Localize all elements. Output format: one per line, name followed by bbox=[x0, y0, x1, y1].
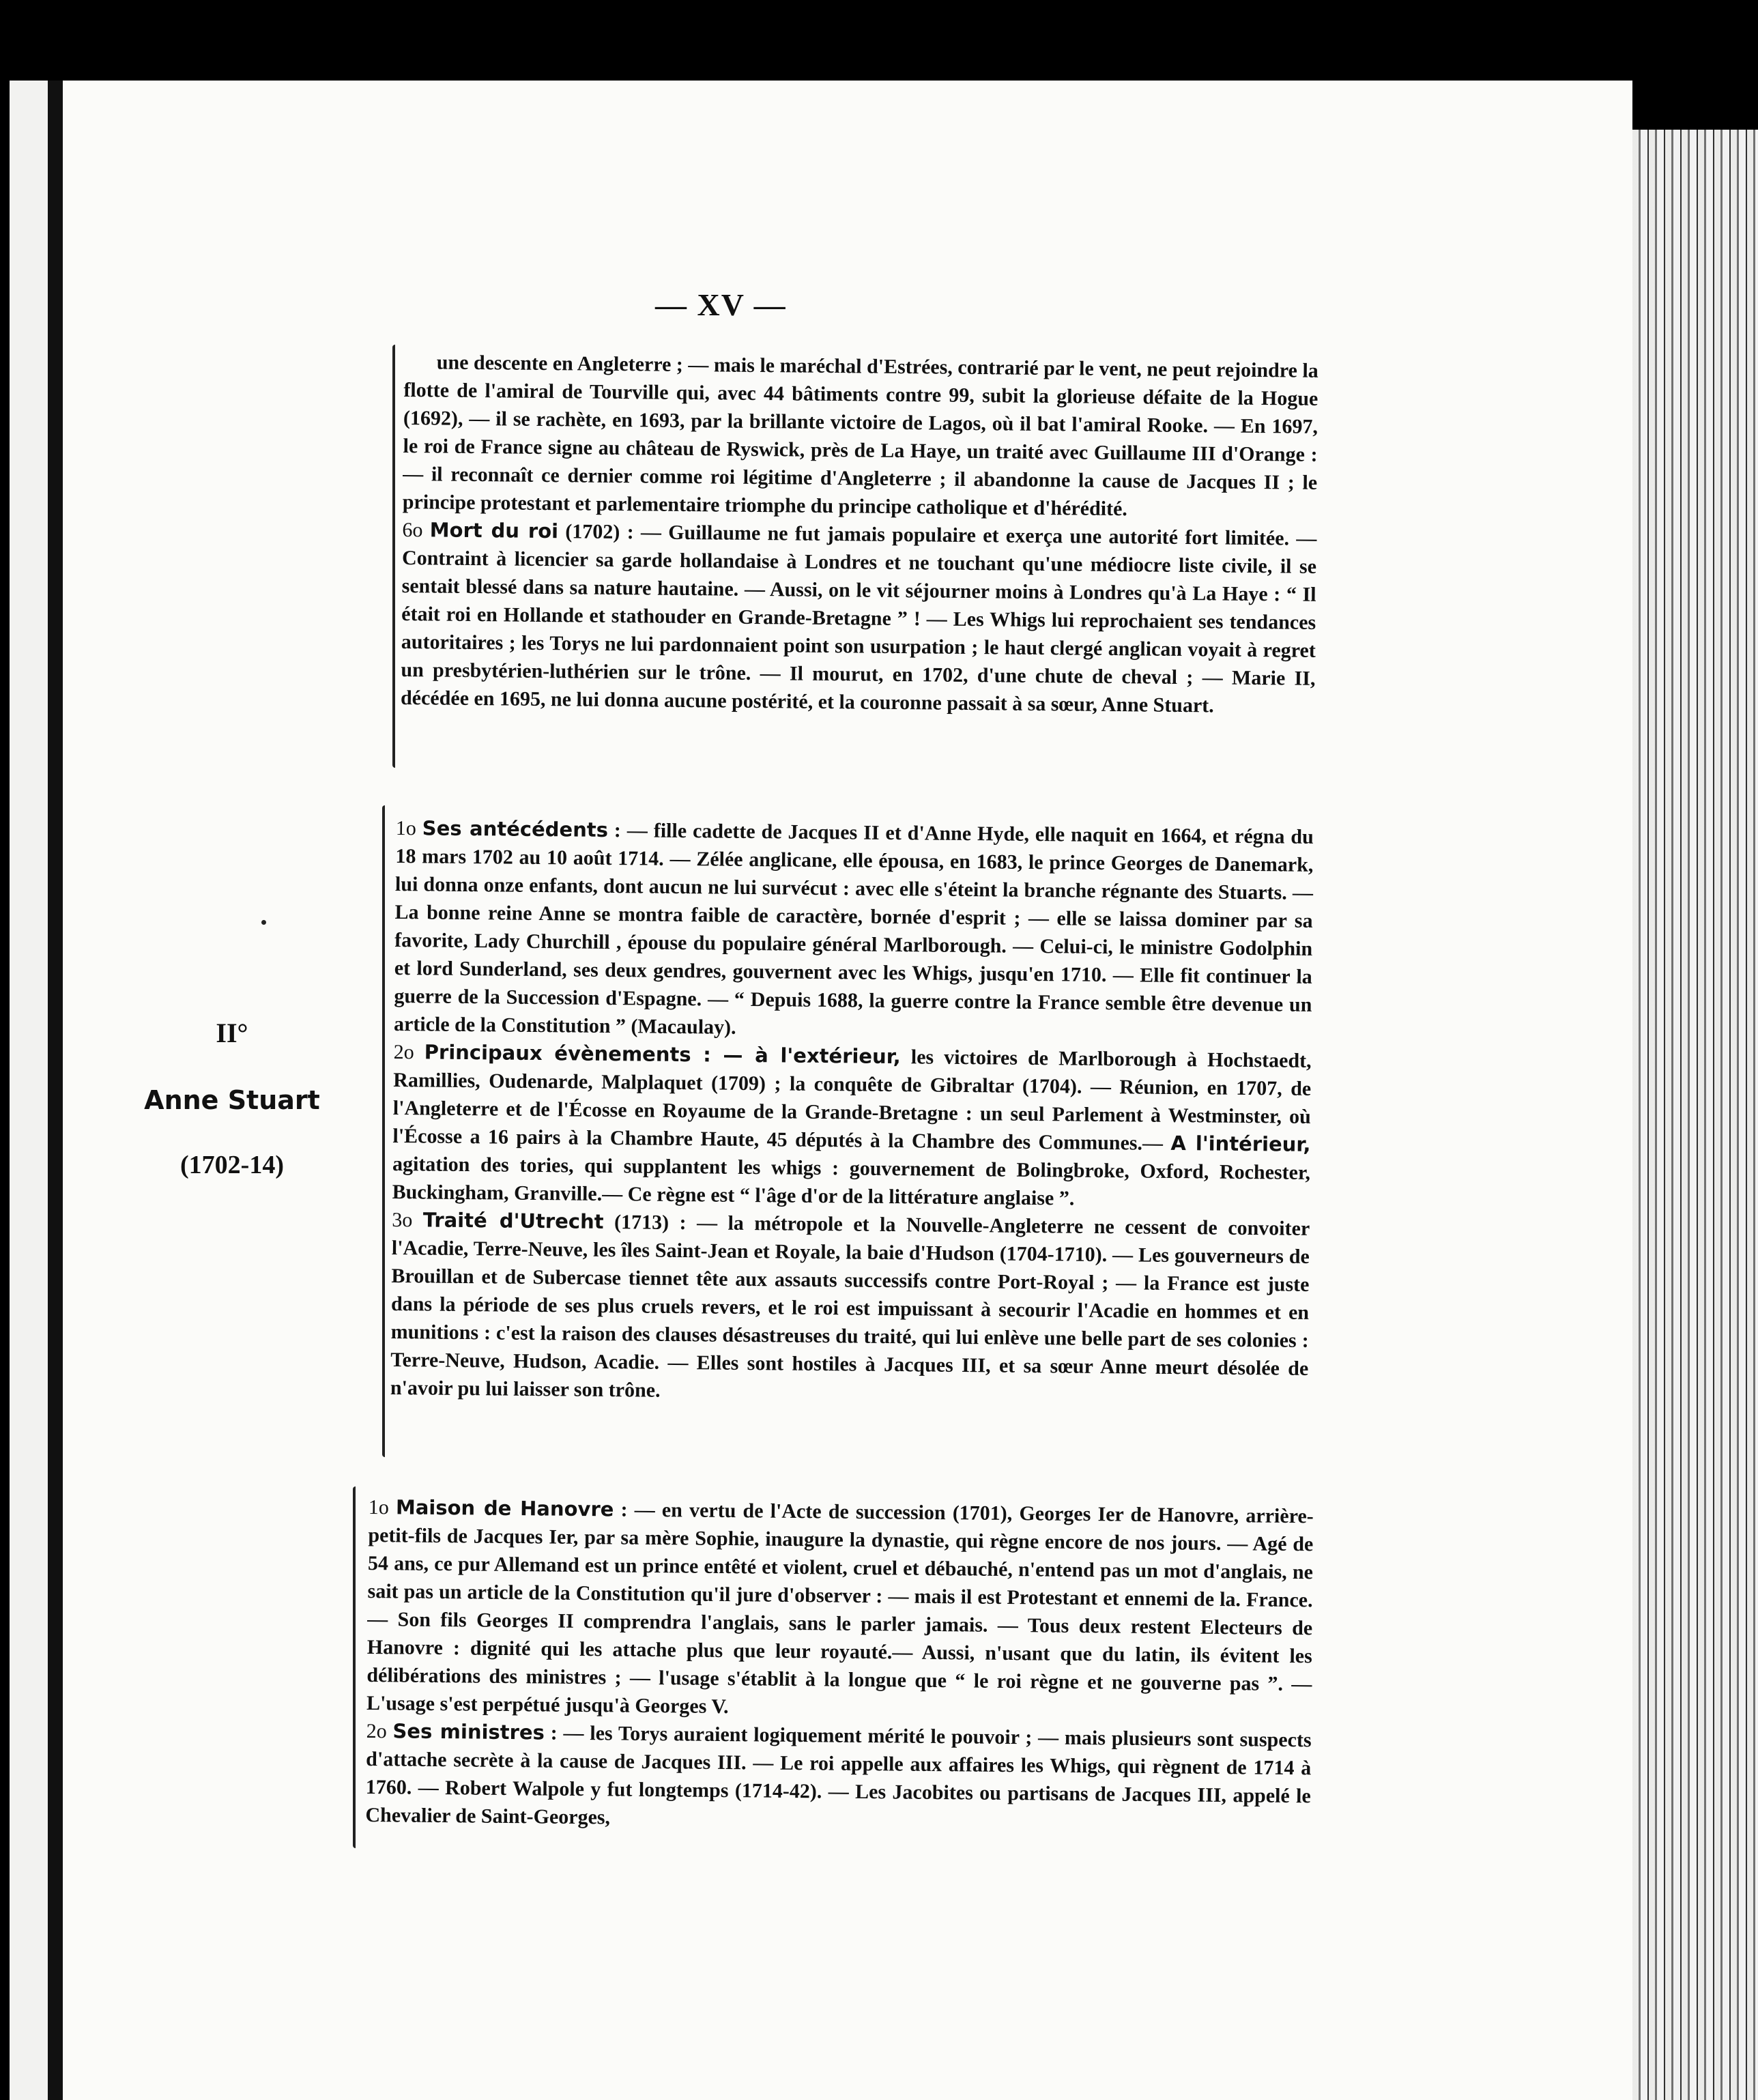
item-heading: Ses antécédents bbox=[422, 816, 609, 842]
item-number: 3o bbox=[392, 1208, 413, 1232]
brace-block-3 bbox=[353, 1486, 356, 1848]
page-number: — XV — bbox=[655, 287, 787, 322]
item-number: 6o bbox=[402, 518, 423, 542]
item-heading: Ses ministres bbox=[392, 1719, 545, 1744]
page-edge-top bbox=[1632, 81, 1758, 130]
item-text: : — en vertu de l'Acte de succession (1701), Georges Ier de Hanovre, arrière-petit-fils de Jacques Ier, par sa mère Sophie, inaugure la dynastie, qui règne encore de nos jours. — Agé de 54 ans, ce pur Allemand est un prince entêté et violent, cruel et débauché, n'entend pas un mot d'anglais, ne sait pas un article de la Constitution qu'il jure d'observer : — mais il est Protestant et ennemi de la. France. — Son fils Georges II comprendra l'anglais, sans le parler jamais. — Tous deux restent Electeurs de Hanovre : dignité qui les attache plus que leur royauté.— Aussi, n'usant que du latin, ils évitent les délibérations des ministres ; — l'usage s'établit à la longue que “ le roi règne et ne gouverne pas ”. — L'usage s'est perpétué jusqu'à Georges V. bbox=[366, 1498, 1314, 1718]
paragraph-item-2 bbox=[392, 1038, 1311, 1215]
brace-block-1 bbox=[392, 345, 395, 768]
item-subheading: A l'intérieur, bbox=[1170, 1131, 1311, 1156]
text-block-2 bbox=[390, 814, 1314, 1411]
item-text: les victoires de Marlborough à Hochstaedt, Ramillies, Oudenarde, Malplaquet (1709) ; la conquête de Gibraltar (1704). — Réunion, en 1707, de l'Angleterre et de l'Écosse en Royaume de la Grande-Bretagne : un seul Parlement à Westminster, où l'Écosse a 16 pairs à la Chambre Haute, 45 députés à la Chambre des Communes.— bbox=[392, 1046, 1312, 1155]
item-heading: Principaux évènements : — à l'extérieur, bbox=[424, 1040, 901, 1069]
item-number: 1o bbox=[395, 816, 416, 840]
paragraph-intro: une descente en Angleterre ; — mais le maréchal d'Estrées, contrarié par le vent, ne peut rejoindre la flotte de l'amiral de Tourville qui, avec 44 bâtiments contre 99, subit la glorieuse défaite de la Hogue (1692), — il se rachète, en 1693, par la brillante victoire de Lagos, où il bat l'amiral Rooke. — En 1697, le roi de France signe au château de Ryswick, près de La Haye, un traité avec Guillaume III d'Orange : — il reconnaît ce dernier comme roi légitime d'Angleterre ; il abandonne la cause de Jacques II ; le principe protestant et parlementaire triomphe du principe catholique et d'hérédité. bbox=[402, 351, 1318, 521]
item-text: : — fille cadette de Jacques II et d'Anne Hyde, elle naquit en 1664, et régna du 18 mars 1702 au 10 août 1714. — Zélée anglicane, elle épousa, en 1683, le prince Georges de Danemark, lui donna onze enfants, dont aucun ne lui survécut : avec elle s'éteint la branche régnante des Stuarts. — La bonne reine Anne se montra faible de caractère, bornée d'esprit ; — elle se laissa dominer par sa favorite, Lady Churchill , épouse du populaire général Marlborough. — Celui-ci, le ministre Godolphin et lord Sunderland, ses deux gendres, gouvernent avec les Whigs, jusqu'en 1710. — Elle fit continuer la guerre de la Succession d'Espagne. — “ Depuis 1688, la guerre contre la France semble être devenue un article de la Constitution ” (Macaulay). bbox=[393, 819, 1314, 1039]
item-heading: Mort du roi bbox=[429, 518, 559, 543]
paragraph-item-6 bbox=[401, 516, 1317, 721]
paragraph-item-1 bbox=[394, 814, 1314, 1047]
item-text: (1702) : — Guillaume ne fut jamais populaire et exerça une autorité fort limitée. — Contraint à licencier sa garde hollandaise à Londres et ne touchant qu'une médiocre liste civile, il se sentait blessé dans sa nature hautaine. — Aussi, on le vit séjourner moins à Londres qu'à La Haye : “ Il était roi en Hollande et stathouder en Grande-Bretagne ” ! — Les Whigs lui reprochaient ses tendances autoritaires ; les Torys ne lui pardonnaient point son usurpation ; le haut clergé anglican voyait à regret un presbytérien-luthérien sur le trône. — Il mourut, en 1702, d'une chute de cheval ; — Marie II, décédée en 1695, ne lui donna aucune postérité, et la couronne passait à sa sœur, Anne Stuart. bbox=[400, 520, 1317, 717]
text-block-3 bbox=[365, 1493, 1314, 1838]
item-text: (1713) : — la métropole et la Nouvelle-Angleterre ne cessent de convoiter l'Acadie, Terre-Neuve, les îles Saint-Jean et Royale, la baie d'Hudson (1704-1710). — Les gouverneurs de Brouillan et de Subercase tiennet tête aux assauts successifs contre Port-Royal ; — la France est juste dans la période de ses plus cruels revers, et le roi est impuissant à secourir l'Acadie en hommes et en munitions : c'est la raison des clauses désastreuses du traité, qui lui enlève une belle part de ses colonies : Terre-Neuve, Hudson, Acadie. — Elles sont hostiles à Jacques III, et sa sœur Anne meurt désolée de n'avoir pu lui laisser son trône. bbox=[390, 1211, 1310, 1402]
page-edges-right bbox=[1632, 130, 1758, 2100]
paragraph-item-3 bbox=[390, 1206, 1310, 1411]
item-number: 2o bbox=[366, 1719, 387, 1743]
margin-dot bbox=[261, 920, 266, 925]
brace-block-2 bbox=[382, 805, 385, 1457]
item-heading: Traité d'Utrecht bbox=[422, 1208, 604, 1233]
item-text: : — les Torys auraient logiquement mérité le pouvoir ; — mais plusieurs sont suspects d'attache secrète à la cause de Jacques III. — Le roi appelle aux affaires les Whigs, qui règnent de 1714 à 1760. — Robert Walpole y fut longtemps (1714-42). — Les Jacobites ou partisans de Jacques III, appelé le Chevalier de Saint-Georges, bbox=[365, 1721, 1312, 1829]
item-heading: Maison de Hanovre bbox=[395, 1495, 614, 1521]
margin-section-title: Anne Stuart bbox=[144, 1085, 320, 1115]
item-number: 1o bbox=[368, 1495, 389, 1519]
paragraph-item-2 bbox=[365, 1717, 1312, 1838]
item-number: 2o bbox=[393, 1040, 414, 1064]
margin-section-number: II° bbox=[216, 1018, 248, 1048]
item-text: agitation des tories, qui supplantent les whigs : gouvernement de Bolingbroke, Oxford, Rochester, Buckingham, Granville.— Ce règne est “ l'âge d'or de la littérature anglaise ”. bbox=[392, 1152, 1311, 1210]
margin-section-dates: (1702-14) bbox=[180, 1151, 284, 1179]
text-block-1 bbox=[401, 348, 1318, 721]
paragraph-item-1 bbox=[366, 1493, 1314, 1726]
book-spine-left bbox=[0, 81, 63, 2100]
